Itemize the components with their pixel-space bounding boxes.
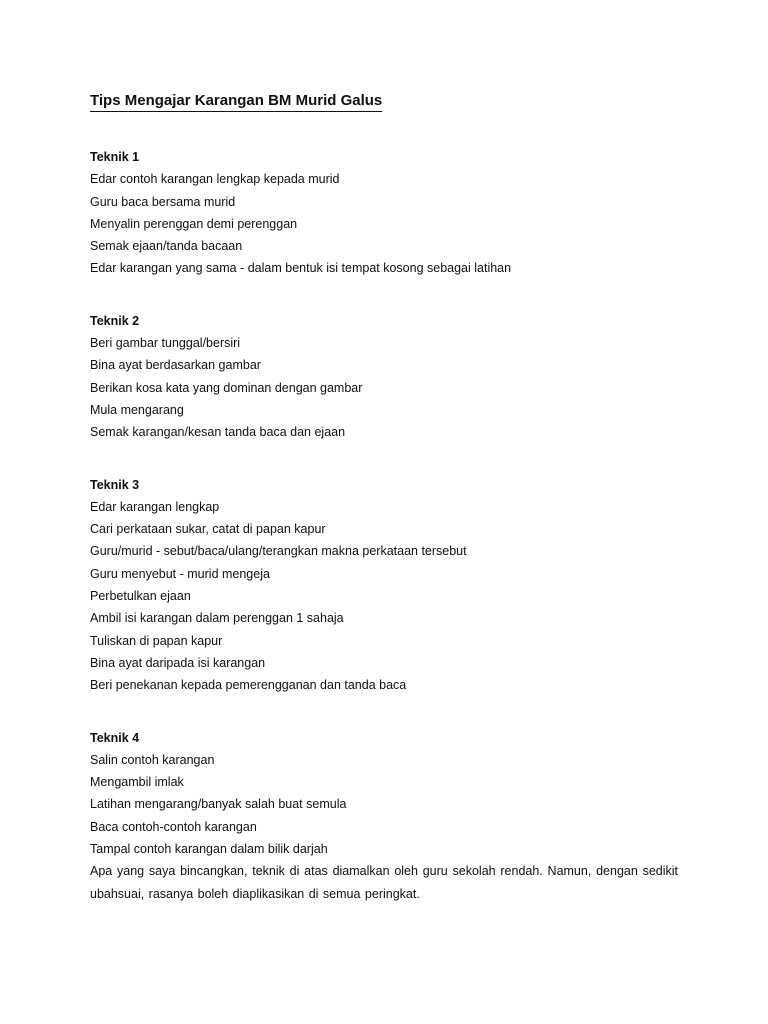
list-item: Berikan kosa kata yang dominan dengan gambar	[90, 380, 363, 395]
list-item: Menyalin perenggan demi perenggan	[90, 216, 298, 231]
list-item: Semak ejaan/tanda bacaan	[90, 239, 243, 254]
document-title: Tips Mengajar Karangan BM Murid Galus	[90, 91, 382, 112]
list-item: Tampal contoh karangan dalam bilik darjah	[90, 842, 328, 857]
section-heading: Teknik 3	[90, 477, 140, 492]
list-item: Tuliskan di papan kapur	[90, 633, 223, 648]
section-teknik-3	[90, 474, 678, 697]
list-item: Edar contoh karangan lengkap kepada murid	[90, 172, 340, 187]
list-item: Semak karangan/kesan tanda baca dan ejaan	[90, 425, 346, 440]
section-teknik-2	[90, 310, 678, 444]
list-item: Latihan mengarang/banyak salah buat semula	[90, 797, 347, 812]
list-item: Guru menyebut - murid mengeja	[90, 566, 270, 581]
list-item: Bina ayat berdasarkan gambar	[90, 358, 261, 373]
list-item: Baca contoh-contoh karangan	[90, 819, 257, 834]
list-item: Cari perkataan sukar, catat di papan kapur	[90, 522, 326, 537]
list-item: Mengambil imlak	[90, 775, 184, 790]
section-teknik-4	[90, 727, 678, 906]
section-heading: Teknik 2	[90, 313, 140, 328]
list-item: Beri penekanan kepada pemerengganan dan tanda baca	[90, 678, 407, 693]
list-item: Edar karangan lengkap	[90, 499, 220, 514]
list-item: Edar karangan yang sama - dalam bentuk isi tempat kosong sebagai latihan	[90, 261, 512, 276]
list-item: Bina ayat daripada isi karangan	[90, 655, 266, 670]
list-item: Guru baca bersama murid	[90, 194, 236, 209]
section-heading: Teknik 4	[90, 730, 140, 745]
list-item: Salin contoh karangan	[90, 752, 215, 767]
list-item: Perbetulkan ejaan	[90, 589, 191, 604]
list-item: Mula mengarang	[90, 402, 184, 417]
document-page	[90, 91, 678, 905]
list-item: Guru/murid - sebut/baca/ulang/terangkan makna perkataan tersebut	[90, 544, 467, 559]
closing-paragraph: Apa yang saya bincangkan, teknik di atas diamalkan oleh guru sekolah rendah. Namun, dengan sedikit ubahsuai, rasanya boleh diaplikasikan di semua peringkat.	[90, 864, 678, 901]
list-item: Ambil isi karangan dalam perenggan 1 sahaja	[90, 611, 344, 626]
section-teknik-1	[90, 146, 678, 280]
list-item: Beri gambar tunggal/bersiri	[90, 336, 241, 351]
section-heading: Teknik 1	[90, 150, 140, 164]
